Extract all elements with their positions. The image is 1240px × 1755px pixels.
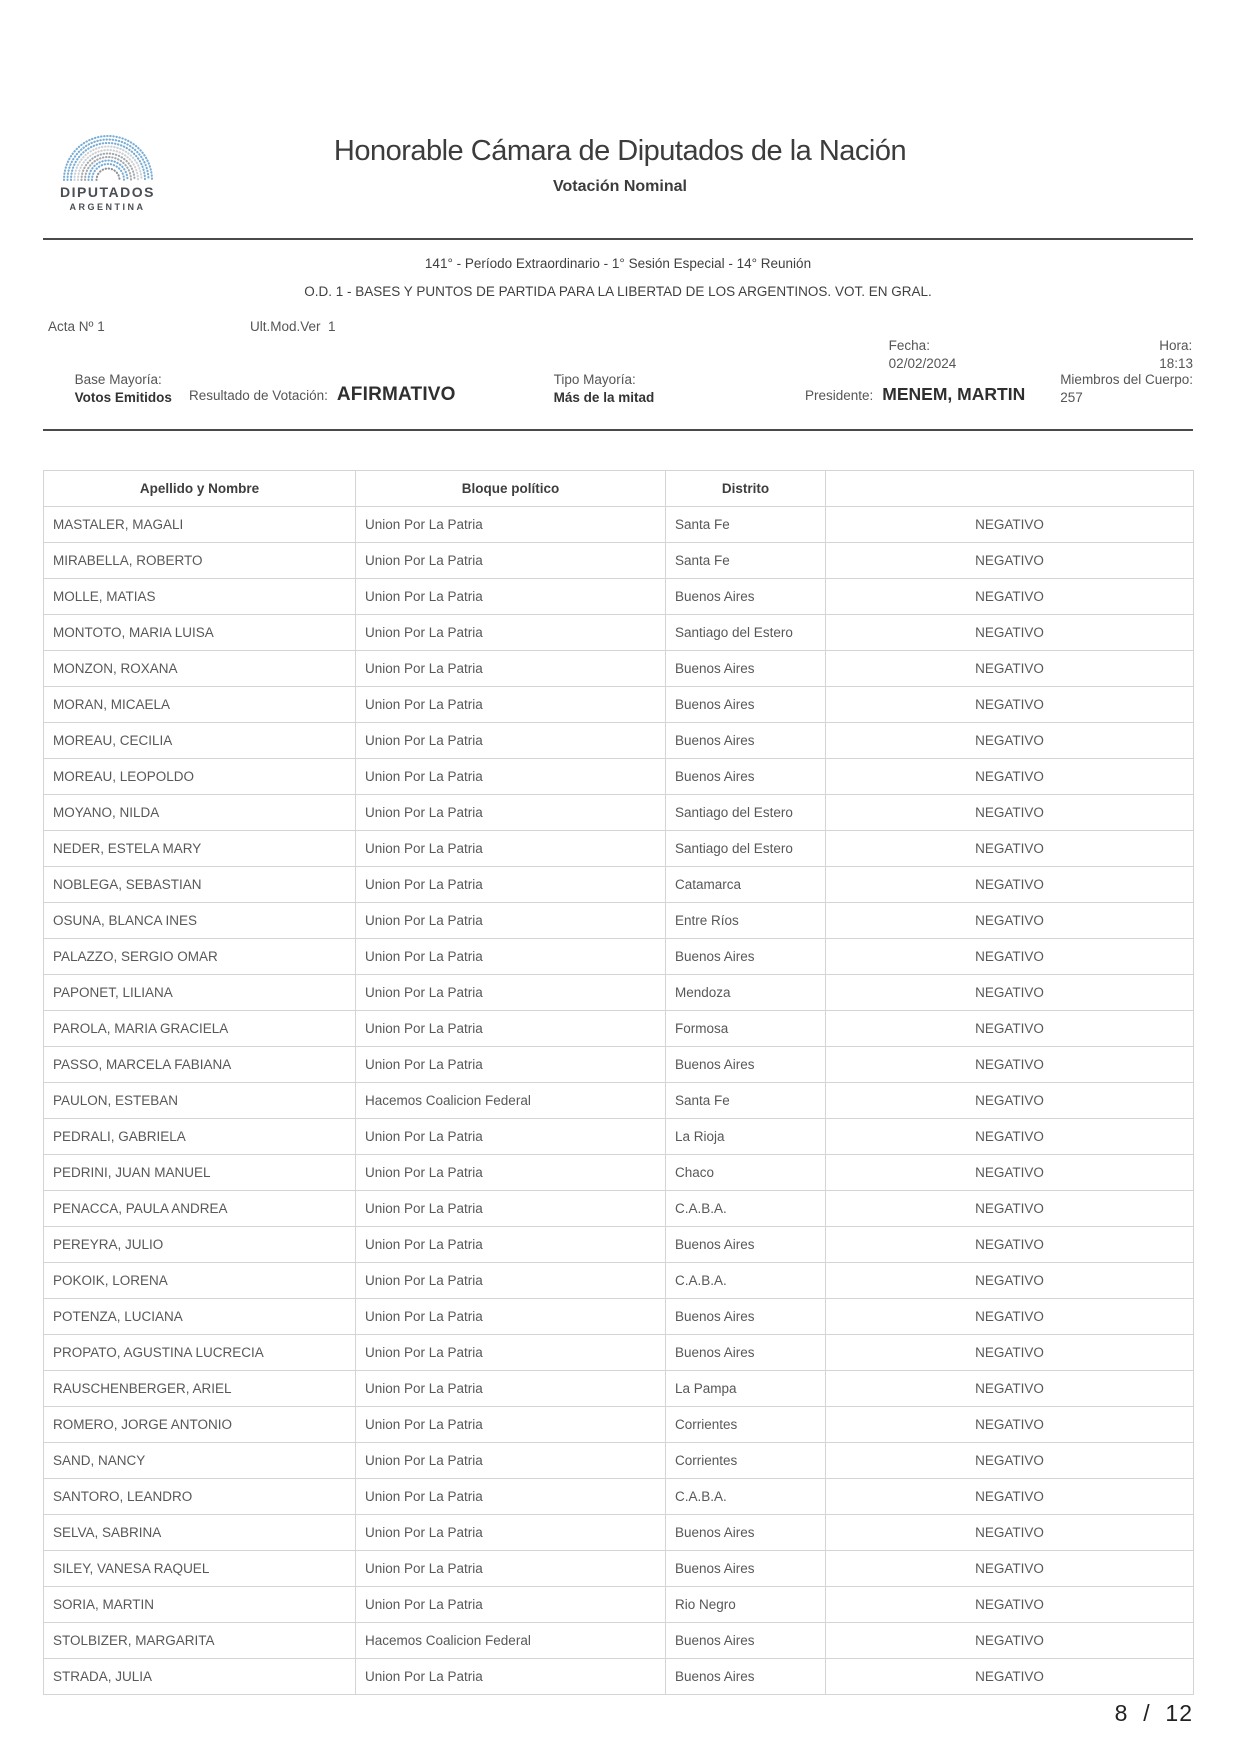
deputy-name-cell: MOREAU, LEOPOLDO — [44, 759, 356, 795]
fecha-value: 02/02/2024 — [888, 356, 957, 371]
bloc-cell: Union Por La Patria — [356, 1299, 666, 1335]
bloc-cell: Union Por La Patria — [356, 831, 666, 867]
district-cell: Buenos Aires — [666, 1047, 826, 1083]
logo-country: ARGENTINA — [69, 202, 146, 212]
district-cell: Buenos Aires — [666, 1299, 826, 1335]
vote-cell: NEGATIVO — [826, 759, 1194, 795]
deputy-name-cell: STOLBIZER, MARGARITA — [44, 1623, 356, 1659]
table-row — [44, 615, 1194, 651]
bloc-cell: Union Por La Patria — [356, 579, 666, 615]
table-row — [44, 975, 1194, 1011]
fecha-field — [862, 319, 956, 391]
base-mayoria-label: Base Mayoría: — [74, 372, 162, 387]
vote-cell: NEGATIVO — [826, 867, 1194, 903]
bloc-cell: Union Por La Patria — [356, 1047, 666, 1083]
vote-cell: NEGATIVO — [826, 1011, 1194, 1047]
resultado-value: AFIRMATIVO — [336, 384, 456, 405]
bloc-cell: Union Por La Patria — [356, 507, 666, 543]
votes-table — [43, 470, 1194, 1695]
session-line-1: 141° - Período Extraordinario - 1° Sesión Especial - 14° Reunión — [424, 256, 812, 271]
district-cell: Buenos Aires — [666, 579, 826, 615]
table-row — [44, 723, 1194, 759]
tipo-mayoria-value: Más de la mitad — [553, 390, 655, 405]
vote-cell: NEGATIVO — [826, 1263, 1194, 1299]
district-cell: Buenos Aires — [666, 1551, 826, 1587]
table-row — [44, 579, 1194, 615]
page-indicator: 8 / 12 — [1114, 1700, 1193, 1726]
district-cell: Santa Fe — [666, 507, 826, 543]
table-row — [44, 1011, 1194, 1047]
bloc-cell: Union Por La Patria — [356, 723, 666, 759]
table-row — [44, 1155, 1194, 1191]
table-row — [44, 759, 1194, 795]
table-row — [44, 1515, 1194, 1551]
vote-cell: NEGATIVO — [826, 1083, 1194, 1119]
col-header-voto — [826, 471, 1194, 507]
vote-cell: NEGATIVO — [826, 1551, 1194, 1587]
vote-cell: NEGATIVO — [826, 651, 1194, 687]
deputy-name-cell: SANTORO, LEANDRO — [44, 1479, 356, 1515]
district-cell: Buenos Aires — [666, 651, 826, 687]
district-cell: C.A.B.A. — [666, 1191, 826, 1227]
vote-cell: NEGATIVO — [826, 1191, 1194, 1227]
district-cell: Buenos Aires — [666, 1227, 826, 1263]
table-row — [44, 1659, 1194, 1695]
table-header-row — [44, 471, 1194, 507]
district-cell: C.A.B.A. — [666, 1263, 826, 1299]
table-row — [44, 1335, 1194, 1371]
vote-cell: NEGATIVO — [826, 1587, 1194, 1623]
vote-cell: NEGATIVO — [826, 1155, 1194, 1191]
vote-cell: NEGATIVO — [826, 1119, 1194, 1155]
page-subtitle: Votación Nominal — [553, 178, 687, 195]
table-row — [44, 1371, 1194, 1407]
district-cell: Buenos Aires — [666, 1515, 826, 1551]
bloc-cell: Union Por La Patria — [356, 1479, 666, 1515]
table-row — [44, 939, 1194, 975]
bloc-cell: Union Por La Patria — [356, 1227, 666, 1263]
table-row — [44, 831, 1194, 867]
district-cell: Buenos Aires — [666, 723, 826, 759]
bloc-cell: Union Por La Patria — [356, 1119, 666, 1155]
bloc-cell: Union Por La Patria — [356, 1659, 666, 1695]
bloc-cell: Union Por La Patria — [356, 1371, 666, 1407]
resultado-field — [189, 384, 456, 406]
district-cell: Buenos Aires — [666, 1659, 826, 1695]
deputy-name-cell: PROPATO, AGUSTINA LUCRECIA — [44, 1335, 356, 1371]
miembros-field — [1034, 353, 1193, 425]
bloc-cell: Union Por La Patria — [356, 1263, 666, 1299]
deputy-name-cell: SELVA, SABRINA — [44, 1515, 356, 1551]
table-row — [44, 543, 1194, 579]
vote-cell: NEGATIVO — [826, 1047, 1194, 1083]
base-mayoria-field — [48, 353, 172, 425]
vote-cell: NEGATIVO — [826, 1371, 1194, 1407]
table-row — [44, 903, 1194, 939]
vote-cell: NEGATIVO — [826, 723, 1194, 759]
table-row — [44, 1299, 1194, 1335]
bloc-cell: Union Por La Patria — [356, 903, 666, 939]
base-mayoria-value: Votos Emitidos — [74, 390, 172, 405]
hora-value: 18:13 — [1159, 356, 1193, 371]
bloc-cell: Union Por La Patria — [356, 651, 666, 687]
district-cell: Buenos Aires — [666, 759, 826, 795]
fecha-label: Fecha: — [888, 338, 930, 353]
deputy-name-cell: PENACCA, PAULA ANDREA — [44, 1191, 356, 1227]
table-row — [44, 1083, 1194, 1119]
bloc-cell: Union Por La Patria — [356, 975, 666, 1011]
table-row — [44, 1407, 1194, 1443]
deputy-name-cell: POTENZA, LUCIANA — [44, 1299, 356, 1335]
bloc-cell: Union Por La Patria — [356, 543, 666, 579]
deputy-name-cell: PEDRINI, JUAN MANUEL — [44, 1155, 356, 1191]
deputy-name-cell: MIRABELLA, ROBERTO — [44, 543, 356, 579]
vote-cell: NEGATIVO — [826, 507, 1194, 543]
acta-number: Acta Nº 1 — [48, 319, 105, 334]
bloc-cell: Union Por La Patria — [356, 939, 666, 975]
bloc-cell: Union Por La Patria — [356, 687, 666, 723]
deputy-name-cell: STRADA, JULIA — [44, 1659, 356, 1695]
bloc-cell: Union Por La Patria — [356, 867, 666, 903]
vote-cell: NEGATIVO — [826, 831, 1194, 867]
bloc-cell: Union Por La Patria — [356, 1551, 666, 1587]
miembros-value: 257 — [1060, 390, 1083, 405]
deputy-name-cell: PAPONET, LILIANA — [44, 975, 356, 1011]
col-header-apellido: Apellido y Nombre — [44, 471, 356, 507]
district-cell: Corrientes — [666, 1443, 826, 1479]
vote-cell: NEGATIVO — [826, 1443, 1194, 1479]
tipo-mayoria-label: Tipo Mayoría: — [553, 372, 636, 387]
district-cell: Santiago del Estero — [666, 831, 826, 867]
deputy-name-cell: PASSO, MARCELA FABIANA — [44, 1047, 356, 1083]
district-cell: Mendoza — [666, 975, 826, 1011]
bloc-cell: Union Por La Patria — [356, 1443, 666, 1479]
bloc-cell: Union Por La Patria — [356, 1191, 666, 1227]
district-cell: Chaco — [666, 1155, 826, 1191]
bloc-cell: Union Por La Patria — [356, 1335, 666, 1371]
header-divider — [43, 238, 1193, 240]
table-row — [44, 651, 1194, 687]
district-cell: Santa Fe — [666, 1083, 826, 1119]
ult-mod-ver: Ult.Mod.Ver 1 — [250, 319, 336, 334]
table-row — [44, 1191, 1194, 1227]
bloc-cell: Union Por La Patria — [356, 759, 666, 795]
table-body — [44, 507, 1194, 1695]
deputy-name-cell: MONTOTO, MARIA LUISA — [44, 615, 356, 651]
table-row — [44, 867, 1194, 903]
bloc-cell: Union Por La Patria — [356, 1155, 666, 1191]
deputy-name-cell: PEREYRA, JULIO — [44, 1227, 356, 1263]
col-header-distrito: Distrito — [666, 471, 826, 507]
vote-cell: NEGATIVO — [826, 687, 1194, 723]
bloc-cell: Union Por La Patria — [356, 1407, 666, 1443]
table-row — [44, 1479, 1194, 1515]
district-cell: C.A.B.A. — [666, 1479, 826, 1515]
col-header-bloque: Bloque político — [356, 471, 666, 507]
bloc-cell: Union Por La Patria — [356, 795, 666, 831]
bloc-cell: Union Por La Patria — [356, 615, 666, 651]
table-row — [44, 1587, 1194, 1623]
district-cell: Formosa — [666, 1011, 826, 1047]
vote-cell: NEGATIVO — [826, 615, 1194, 651]
presidente-field — [805, 384, 1025, 405]
vote-cell: NEGATIVO — [826, 1659, 1194, 1695]
deputy-name-cell: MOREAU, CECILIA — [44, 723, 356, 759]
table-row — [44, 1263, 1194, 1299]
tipo-mayoria-field — [527, 353, 654, 425]
district-cell: Entre Ríos — [666, 903, 826, 939]
table-row — [44, 1443, 1194, 1479]
district-cell: Rio Negro — [666, 1587, 826, 1623]
district-cell: Santiago del Estero — [666, 615, 826, 651]
vote-cell: NEGATIVO — [826, 543, 1194, 579]
vote-cell: NEGATIVO — [826, 579, 1194, 615]
logo-name: DIPUTADOS — [60, 184, 155, 200]
district-cell: Santa Fe — [666, 543, 826, 579]
deputy-name-cell: MOLLE, MATIAS — [44, 579, 356, 615]
table-row — [44, 795, 1194, 831]
bloc-cell: Union Por La Patria — [356, 1587, 666, 1623]
deputy-name-cell: OSUNA, BLANCA INES — [44, 903, 356, 939]
vote-cell: NEGATIVO — [826, 795, 1194, 831]
vote-cell: NEGATIVO — [826, 1227, 1194, 1263]
table-row — [44, 687, 1194, 723]
bloc-cell: Hacemos Coalicion Federal — [356, 1623, 666, 1659]
bloc-cell: Union Por La Patria — [356, 1515, 666, 1551]
deputy-name-cell: PALAZZO, SERGIO OMAR — [44, 939, 356, 975]
vote-cell: NEGATIVO — [826, 903, 1194, 939]
deputy-name-cell: RAUSCHENBERGER, ARIEL — [44, 1371, 356, 1407]
district-cell: La Rioja — [666, 1119, 826, 1155]
vote-cell: NEGATIVO — [826, 1299, 1194, 1335]
deputy-name-cell: MASTALER, MAGALI — [44, 507, 356, 543]
vote-cell: NEGATIVO — [826, 1407, 1194, 1443]
bloc-cell: Union Por La Patria — [356, 1011, 666, 1047]
vote-cell: NEGATIVO — [826, 1479, 1194, 1515]
vote-cell: NEGATIVO — [826, 1335, 1194, 1371]
district-cell: Buenos Aires — [666, 687, 826, 723]
deputy-name-cell: NEDER, ESTELA MARY — [44, 831, 356, 867]
bloc-cell: Hacemos Coalicion Federal — [356, 1083, 666, 1119]
district-cell: Catamarca — [666, 867, 826, 903]
presidente-value: MENEM, MARTIN — [882, 384, 1026, 404]
district-cell: Buenos Aires — [666, 1623, 826, 1659]
presidente-label: Presidente: — [805, 388, 874, 403]
table-row — [44, 1623, 1194, 1659]
deputy-name-cell: SILEY, VANESA RAQUEL — [44, 1551, 356, 1587]
district-cell: Buenos Aires — [666, 939, 826, 975]
resultado-label: Resultado de Votación: — [189, 388, 328, 403]
deputy-name-cell: MONZON, ROXANA — [44, 651, 356, 687]
table-row — [44, 1227, 1194, 1263]
vote-cell: NEGATIVO — [826, 939, 1194, 975]
table-row — [44, 1119, 1194, 1155]
hora-label: Hora: — [1159, 338, 1193, 353]
session-line-2: O.D. 1 - BASES Y PUNTOS DE PARTIDA PARA LA LIBERTAD DE LOS ARGENTINOS. VOT. EN GRAL. — [304, 284, 932, 299]
district-cell: Santiago del Estero — [666, 795, 826, 831]
table-row — [44, 1551, 1194, 1587]
deputy-name-cell: SAND, NANCY — [44, 1443, 356, 1479]
deputy-name-cell: MORAN, MICAELA — [44, 687, 356, 723]
vote-cell: NEGATIVO — [826, 1623, 1194, 1659]
deputy-name-cell: MOYANO, NILDA — [44, 795, 356, 831]
table-row — [44, 1047, 1194, 1083]
meta-divider — [43, 429, 1193, 431]
district-cell: Buenos Aires — [666, 1335, 826, 1371]
deputy-name-cell: PAROLA, MARIA GRACIELA — [44, 1011, 356, 1047]
deputy-name-cell: PEDRALI, GABRIELA — [44, 1119, 356, 1155]
deputy-name-cell: NOBLEGA, SEBASTIAN — [44, 867, 356, 903]
table-row — [44, 507, 1194, 543]
page-title: Honorable Cámara de Diputados de la Nación — [333, 135, 907, 167]
deputy-name-cell: ROMERO, JORGE ANTONIO — [44, 1407, 356, 1443]
vote-cell: NEGATIVO — [826, 975, 1194, 1011]
deputy-name-cell: POKOIK, LORENA — [44, 1263, 356, 1299]
deputy-name-cell: PAULON, ESTEBAN — [44, 1083, 356, 1119]
miembros-label: Miembros del Cuerpo: — [1060, 372, 1193, 387]
district-cell: Corrientes — [666, 1407, 826, 1443]
vote-cell: NEGATIVO — [826, 1515, 1194, 1551]
district-cell: La Pampa — [666, 1371, 826, 1407]
deputy-name-cell: SORIA, MARTIN — [44, 1587, 356, 1623]
